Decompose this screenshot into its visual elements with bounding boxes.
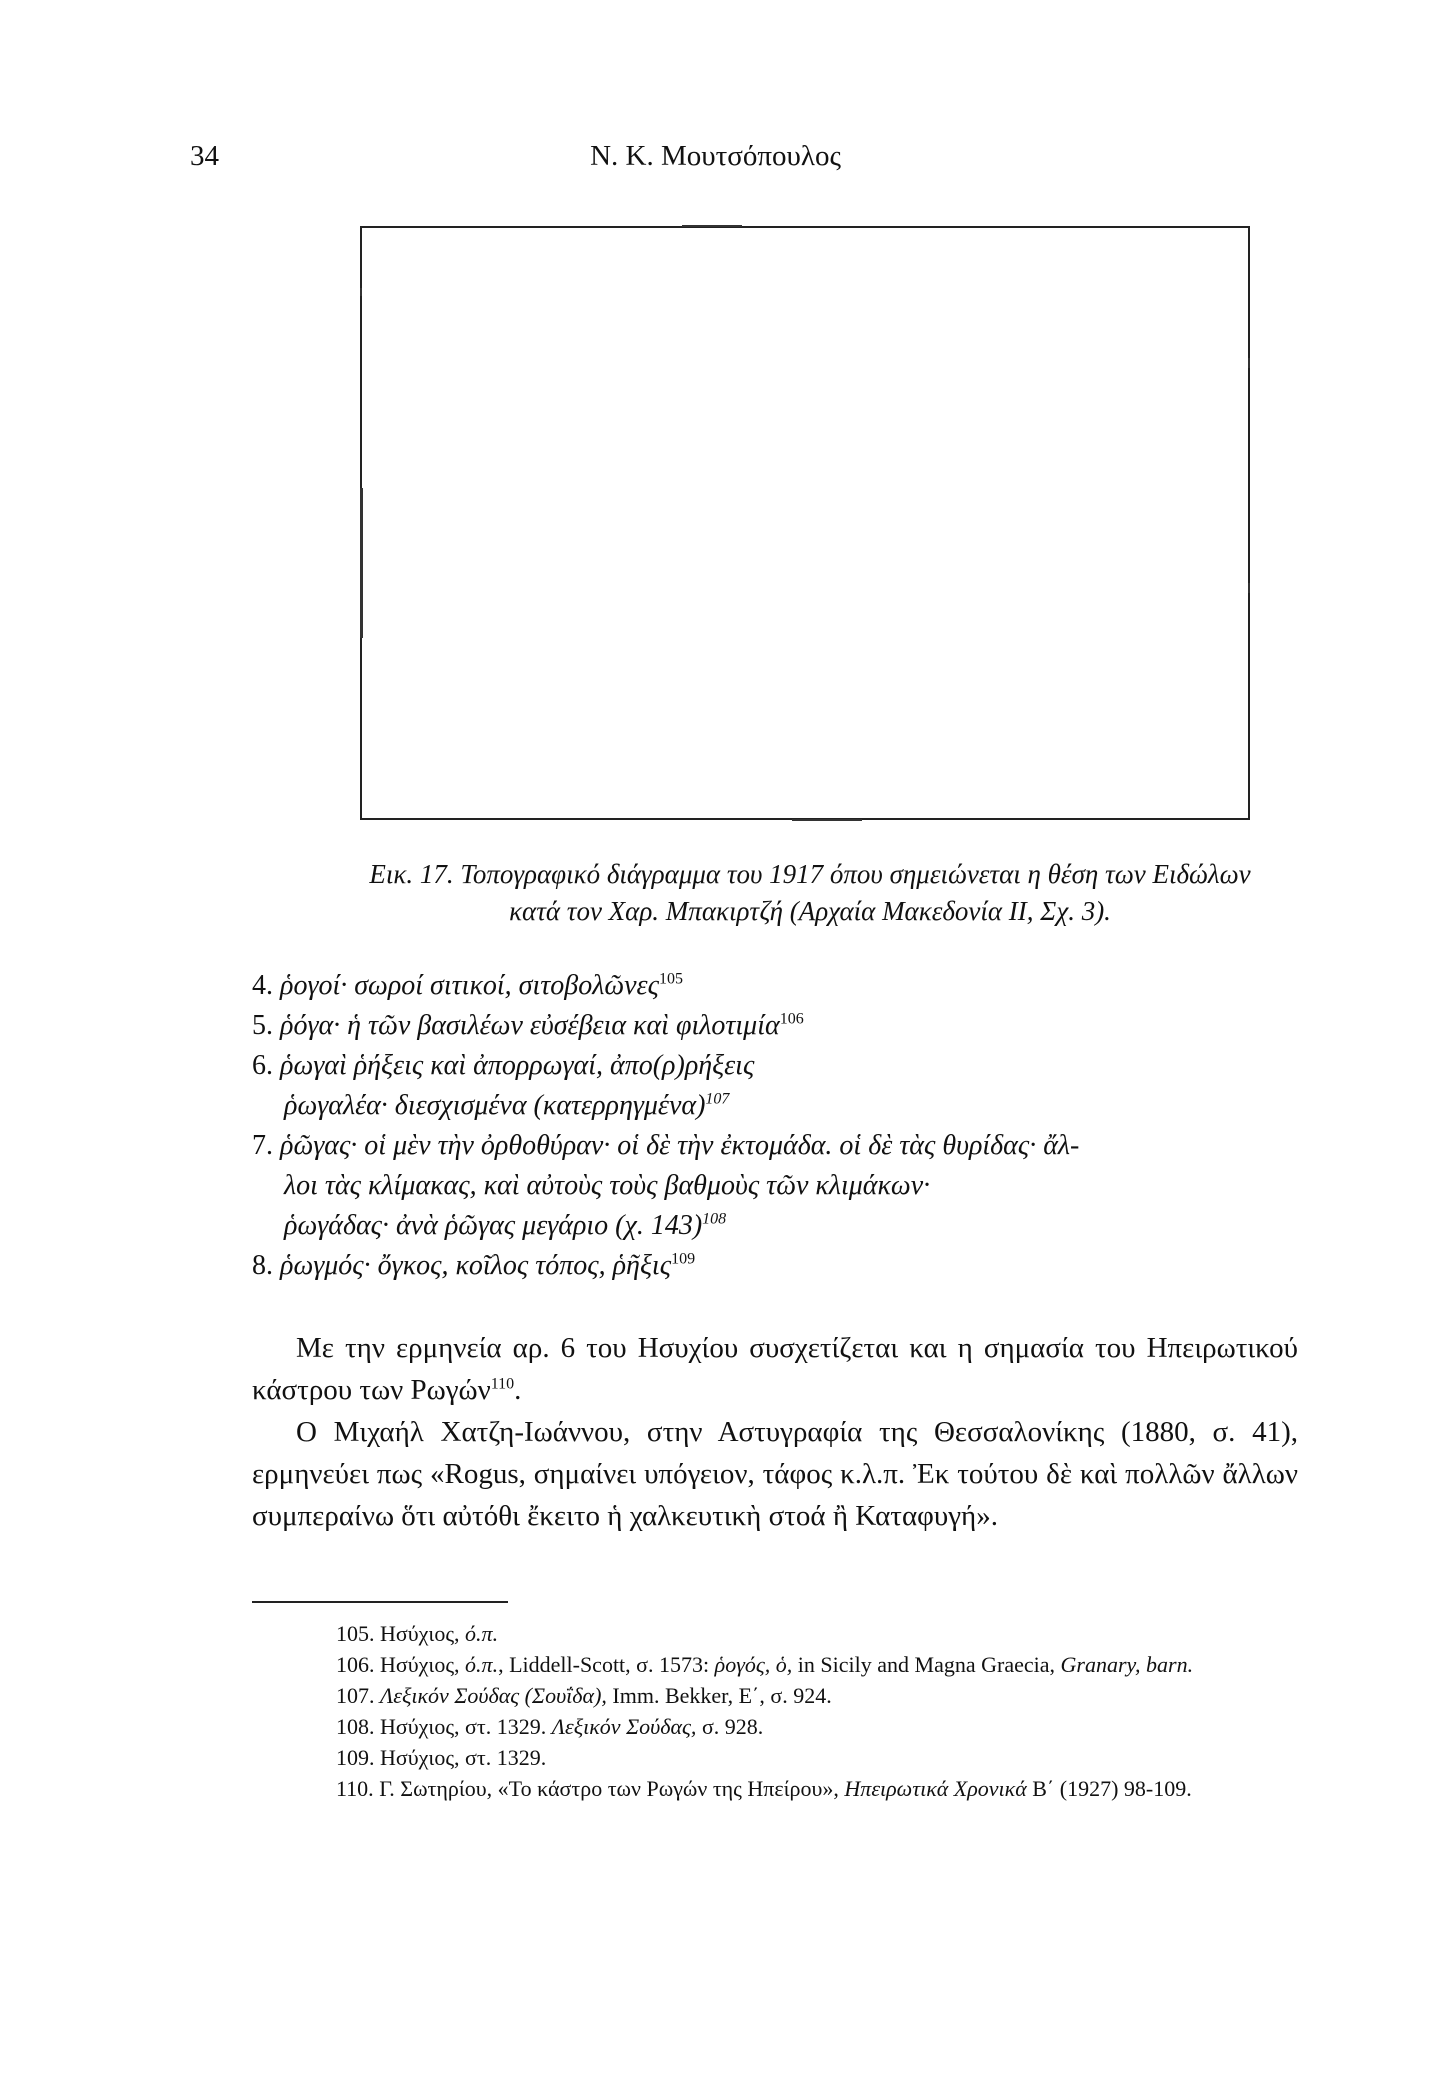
topographic-diagram-frame <box>360 226 1250 820</box>
entry-5: 5. ῥόγα· ἡ τῶν βασιλέων εὐσέβεια καὶ φιλοτιμία$^{106}$ <box>252 1010 804 1041</box>
figure-caption <box>300 856 1320 930</box>
footnote-110: 110. Γ. Σωτηρίου, «Το κάστρο των Ρωγών της Ηπείρου», Ηπειρωτικά Χρονικά Β΄ (1927) 98-109. <box>336 1776 1192 1801</box>
entry-7: 7. ῥῶγας· οἱ μὲν τὴν ὀρθοθύραν· οἱ δὲ τὴν ἐκτομάδα. οἱ δὲ τὰς θυρίδας· ἄλ- λοι τὰς κλίμακας, καὶ αὐτοὺς τοὺς βαθμοὺς τῶν κλιμάκων· ῥωγάδας· ἀνὰ ῥῶγας μεγάριο (χ. 143)$^{108}$ <box>252 1130 1080 1241</box>
paragraph-1: Με την ερμηνεία αρ. 6 του Ησυχίου συσχετίζεται και η σημασία του Ηπειρωτικού κάστρου των Ρωγών$^{110}$. <box>252 1332 1298 1406</box>
running-head: Ν. Κ. Μουτσόπουλος <box>590 140 841 172</box>
footnotes <box>252 1618 1298 1804</box>
footnote-separator <box>252 1601 508 1603</box>
caption-line: Εικ. 17. Τοπογραφικό διάγραμμα του 1917 όπου σημειώνεται η θέση των Ειδώλων <box>369 859 1251 889</box>
footnote-107: 107. Λεξικόν Σούδας (Σουΐδα), Imm. Bekker, Ε΄, σ. 924. <box>336 1683 832 1708</box>
footnote-106: 106. Ησύχιος, ό.π., Liddell-Scott, σ. 1573: ῥογός, ὁ, in Sicily and Magna Graecia, Granary, barn. <box>336 1652 1194 1677</box>
entry-8: 8. ῥωγμός· ὄγκος, κοῖλος τόπος, ῥῆξις$^{109}$ <box>252 1250 696 1281</box>
entry-4: 4. ῥογοί· σωροί σιτικοί, σιτοβολῶνες$^{105}$ <box>252 970 683 1001</box>
page-number: 34 <box>190 140 219 172</box>
footnote-108: 108. Ησύχιος, στ. 1329. Λεξικόν Σούδας, σ. 928. <box>336 1714 764 1739</box>
caption-line: κατά τον Χαρ. Μπακιρτζή (Αρχαία Μακεδονία ΙΙ, Σχ. 3). <box>509 896 1111 926</box>
gloss-entries <box>252 966 1302 1286</box>
footnote-109: 109. Ησύχιος, στ. 1329. <box>336 1745 547 1770</box>
paragraph-2: Ο Μιχαήλ Χατζη-Ιωάννου, στην Αστυγραφία της Θεσσαλονίκης (1880, σ. 41), ερμηνεύει πως «Rogus, σημαίνει υπόγειον, τάφος κ.λ.π. Ἐκ τούτου δὲ καὶ πολλῶν ἄλλων συμπεραίνω ὅτι αὐτόθι ἔκειτο ἡ χαλκευτικὴ στοά ἢ Καταφυγή». <box>252 1416 1298 1532</box>
footnote-105: 105. Ησύχιος, ό.π. <box>336 1621 499 1646</box>
entry-6: 6. ῥωγαὶ ῥήξεις καὶ ἀπορρωγαί, ἀπο(ρ)ρήξεις ῥωγαλέα· διεσχισμένα $(\kappa\alpha\tau\varepsilon\rho\rho\eta\gamma\mu έ\nu\alpha)^{107}$ <box>252 1050 755 1121</box>
